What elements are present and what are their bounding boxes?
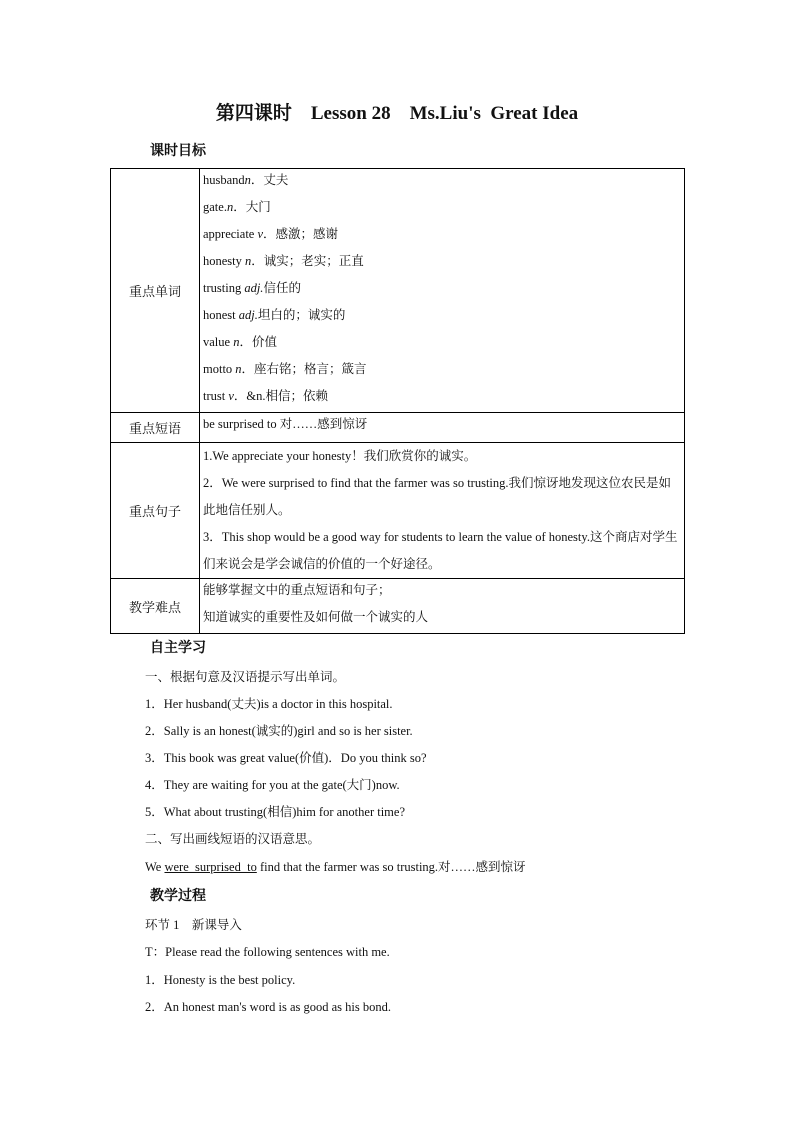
word-item: value n．价值 xyxy=(203,335,277,349)
exercise-item: 4．They are waiting for you at the gate(大门)now. xyxy=(145,778,400,792)
words-label: 重点单词 xyxy=(111,169,200,413)
sentences-content xyxy=(200,443,685,579)
difficulties-label: 教学难点 xyxy=(111,579,200,634)
word-item: motto n．座右铭；格言；箴言 xyxy=(203,362,367,376)
word-item: appreciate v．感激；感谢 xyxy=(203,227,339,241)
process-heading: 教学过程 xyxy=(150,888,206,904)
word-item: trust v．&n.相信；依赖 xyxy=(203,389,329,403)
title-topic: Ms.Liu's Great Idea xyxy=(409,103,579,124)
words-row xyxy=(111,169,685,413)
exercise-item: 5．What about trusting(相信)him for another time? xyxy=(145,805,406,819)
process-item: 2．An honest man's word is as good as his bond. xyxy=(145,1000,391,1014)
goals-table xyxy=(110,168,685,634)
word-item: trusting adj.信任的 xyxy=(203,281,301,295)
phrases-row xyxy=(111,413,685,443)
sentences-row xyxy=(111,443,685,579)
phrases-label: 重点短语 xyxy=(111,413,200,443)
exercise-item: 1．Her husband(丈夫)is a doctor in this hospital. xyxy=(145,697,393,711)
title-lesson: Lesson 28 xyxy=(310,103,391,124)
exercise-item: 2．Sally is an honest(诚实的)girl and so is her sister. xyxy=(145,724,413,738)
difficulties-row xyxy=(111,579,685,634)
word-item: husbandn．丈夫 xyxy=(203,173,289,187)
exercise-item: 3．This book was great value(价值)．Do you think so? xyxy=(145,751,427,765)
goals-heading: 课时目标 xyxy=(150,143,206,159)
part2-sentence: We were_surprised_to find that the farmer was so trusting.对……感到惊讶 xyxy=(145,860,526,874)
word-item: honesty n．诚实；老实；正直 xyxy=(203,254,364,268)
difficulties-content xyxy=(200,579,685,634)
word-item: gate.n．大门 xyxy=(203,200,271,214)
phrases-content xyxy=(200,413,685,443)
phrase-item: be surprised to 对……感到惊讶 xyxy=(203,417,368,431)
sentences-label: 重点句子 xyxy=(111,443,200,579)
underlined-phrase: were_surprised_to xyxy=(164,860,257,874)
difficulty-item: 知道诚实的重要性及如何做一个诚实的人 xyxy=(203,610,429,624)
difficulty-item: 能够掌握文中的重点短语和句子； xyxy=(203,583,391,597)
page-title xyxy=(0,98,794,125)
teacher-line: T：Please read the following sentences with me. xyxy=(145,945,390,959)
sentence-item: 1.We appreciate your honesty！我们欣赏你的诚实。 xyxy=(203,449,477,463)
title-cn: 第四课时 xyxy=(215,103,292,124)
word-item: honest adj.坦白的；诚实的 xyxy=(203,308,346,322)
part1-title: 一、根据句意及汉语提示写出单词。 xyxy=(145,670,346,684)
sentence-item: 2．We were surprised to find that the farmer was so trusting.我们惊讶地发现这位农民是如此地信任别人。 xyxy=(203,476,672,517)
sentence-item: 3．This shop would be a good way for students to learn the value of honesty.这个商店对学生们来说会是学会诚信的价值的一个好途径。 xyxy=(203,530,678,571)
process-item: 1．Honesty is the best policy. xyxy=(145,973,296,987)
process-step: 环节 1 新课导入 xyxy=(145,918,242,932)
self-study-heading: 自主学习 xyxy=(150,640,206,656)
part2-title: 二、写出画线短语的汉语意思。 xyxy=(145,832,321,846)
words-list xyxy=(200,169,685,413)
